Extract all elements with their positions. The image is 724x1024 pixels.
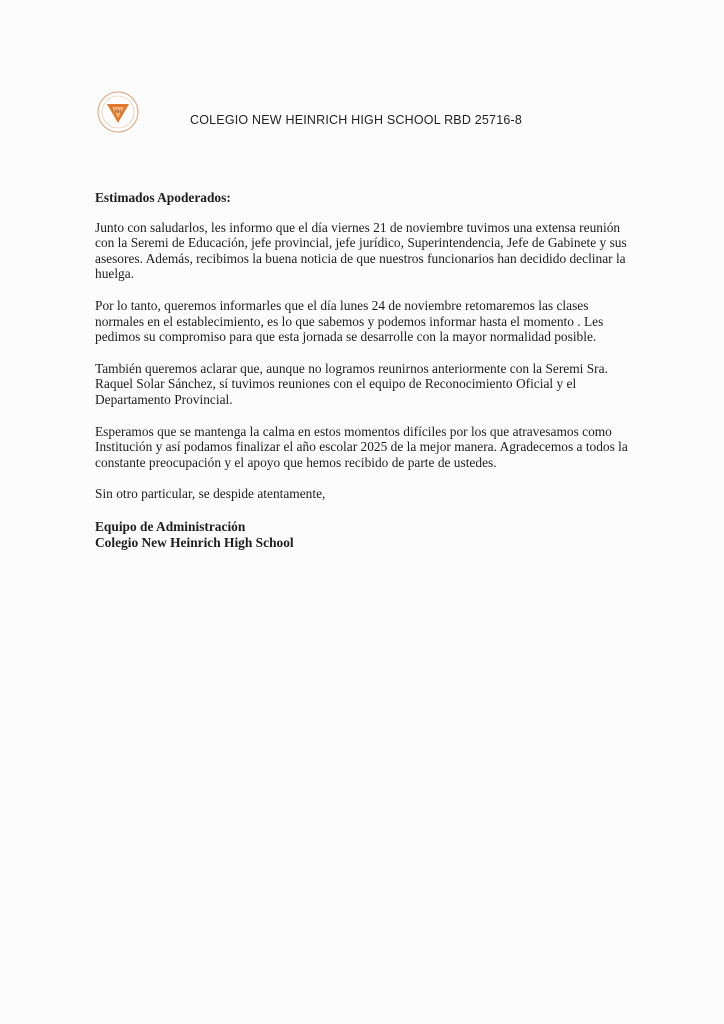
paragraph: Junto con saludarlos, les informo que el día viernes 21 de noviembre tuvimos una extensa reunión con la Seremi de Educación, jefe provincial, jefe jurídico, Superintendencia, Jefe de Gabinete y sus asesores. Además, recibimos la buena noticia de que nuestros funcionarios han decidido declinar la huelga. <box>95 219 627 282</box>
paragraph: Por lo tanto, queremos informarles que el día lunes 24 de noviembre retomaremos las clases normales en el establecimiento, es lo que sabemos y podemos informar hasta el momento . Les pedimos su compromiso para que esta jornada se desarrolle con la mayor normalidad posible. <box>95 297 604 345</box>
signature-team: Equipo de Administración <box>95 518 246 534</box>
paragraph: También queremos aclarar que, aunque no logramos reunirnos anteriormente con la Seremi Sra. Raquel Solar Sánchez, sí tuvimos reuniones con el equipo de Reconocimiento Oficial y el Departamento Provincial. <box>95 360 608 407</box>
signature-school: Colegio New Heinrich High School <box>95 534 294 550</box>
letter-body <box>95 190 630 550</box>
salutation: Estimados Apoderados: <box>95 190 231 205</box>
school-crest-icon <box>96 90 140 134</box>
svg-text:NH: NH <box>115 109 121 114</box>
school-header-title: COLEGIO NEW HEINRICH HIGH SCHOOL RBD 25716-8 <box>190 113 523 127</box>
paragraph: Esperamos que se mantenga la calma en estos momentos difíciles por los que atravesamos como Institución y así podamos finalizar el año escolar 2025 de la mejor manera. Agradecemos a todos la constante preocupación y el apoyo que hemos recibido de parte de ustedes. <box>95 423 628 470</box>
closing-line: Sin otro particular, se despide atentamente, <box>95 486 326 502</box>
